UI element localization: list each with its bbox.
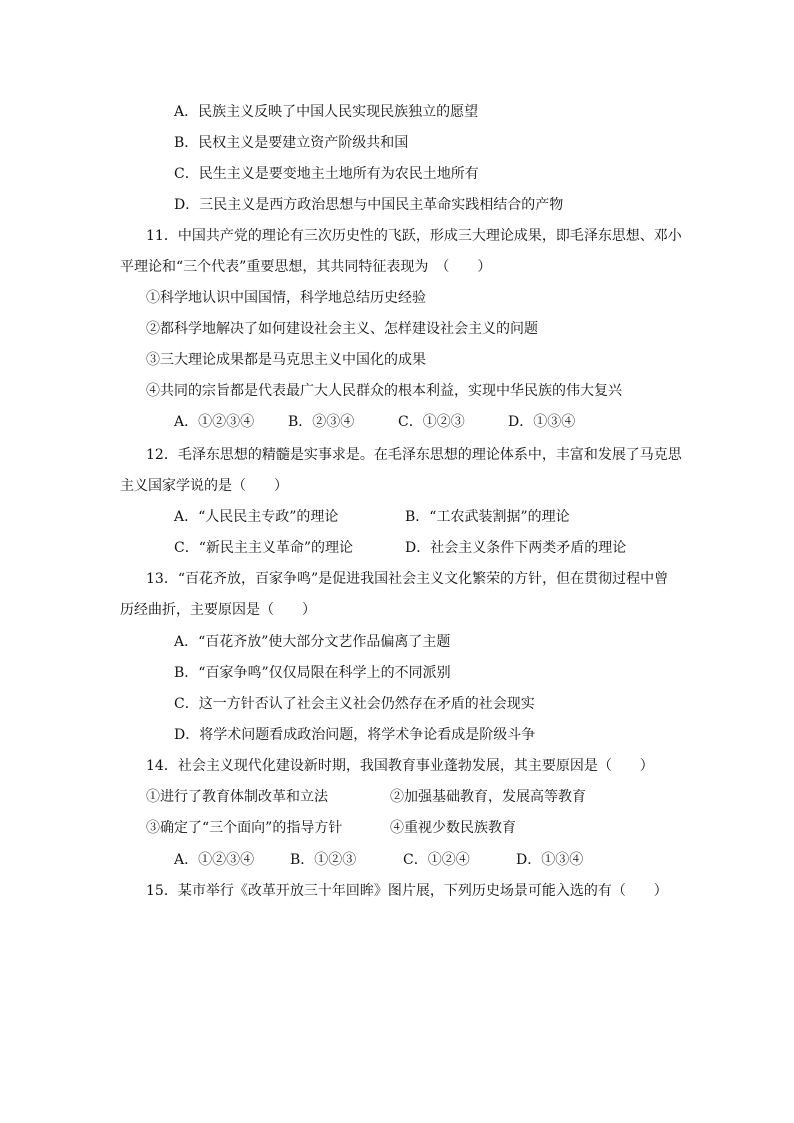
q10-option-c: C．民生主义是要变地主土地所有为农民土地所有 (174, 166, 479, 182)
q11-statement-3: ③三大理论成果都是马克思主义中国化的成果 (146, 352, 426, 368)
q13-stem-line2: 历经曲折，主要原因是（ ） (120, 602, 316, 618)
q12-option-c: C．“新民主主义革命”的理论 (174, 540, 354, 556)
q14-statement-2: ②加强基础教育，发展高等教育 (390, 789, 586, 805)
q12-stem-line1: 12．毛泽东思想的精髓是实事求是。在毛泽东思想的理论体系中，丰富和发展了马克思 (146, 447, 682, 463)
q14-statement-1: ①进行了教育体制改革和立法 (146, 789, 328, 805)
q11-statement-1: ①科学地认识中国国情，科学地总结历史经验 (146, 290, 426, 306)
q12-option-d: D．社会主义条件下两类矛盾的理论 (405, 540, 627, 556)
q14-choice-c: C．①②④ (403, 852, 470, 868)
q12-option-b: B．“工农武装割据”的理论 (405, 509, 570, 525)
q14-stem: 14．社会主义现代化建设新时期，我国教育事业蓬勃发展，其主要原因是（ ） (146, 758, 654, 774)
q11-choice-d: D．①③④ (508, 414, 576, 430)
q11-stem-line1: 11．中国共产党的理论有三次历史性的飞跃，形成三大理论成果，即毛泽东思想、邓小 (146, 228, 682, 244)
q10-option-b: B．民权主义是要建立资产阶级共和国 (174, 135, 409, 151)
q14-choice-b: B．①②③ (290, 852, 357, 868)
q15-stem: 15．某市举行《改革开放三十年回眸》图片展，下列历史场景可能入选的有（ ） (146, 883, 668, 899)
q11-choice-c: C．①②③ (398, 414, 465, 430)
q11-statement-4: ④共同的宗旨都是代表最广大人民群众的根本利益，实现中华民族的伟大复兴 (146, 383, 622, 399)
q14-statement-3: ③确定了“三个面向”的指导方针 (146, 820, 343, 836)
q11-choice-b: B．②③④ (288, 414, 355, 430)
q14-choice-d: D．①③④ (516, 852, 584, 868)
q14-statement-4: ④重视少数民族教育 (390, 820, 516, 836)
q13-option-d: D．将学术问题看成政治问题，将学术争论看成是阶级斗争 (174, 727, 536, 743)
q14-choice-a: A．①②③④ (174, 852, 255, 868)
q10-option-d: D．三民主义是西方政治思想与中国民主革命实践相结合的产物 (174, 197, 564, 213)
q13-option-c: C．这一方针否认了社会主义社会仍然存在矛盾的社会现实 (174, 696, 535, 712)
q12-option-a: A．“人民民主专政”的理论 (174, 509, 339, 525)
q13-option-a: A．“百花齐放”使大部分文艺作品偏离了主题 (174, 634, 451, 650)
q10-option-a: A．民族主义反映了中国人民实现民族独立的愿望 (174, 104, 479, 120)
q13-option-b: B．“百家争鸣”仅仅局限在科学上的不同派别 (174, 665, 451, 681)
q12-stem-line2: 主义国家学说的是（ ） (120, 478, 288, 494)
q11-statement-2: ②都科学地解决了如何建设社会主义、怎样建设社会主义的问题 (146, 321, 538, 337)
q11-stem-line2: 平理论和“三个代表”重要思想，其共同特征表现为 （ ） (120, 259, 492, 275)
q13-stem-line1: 13．“百花齐放，百家争鸣”是促进我国社会主义文化繁荣的方针，但在贯彻过程中曾 (146, 571, 669, 587)
q11-choice-a: A．①②③④ (174, 414, 255, 430)
